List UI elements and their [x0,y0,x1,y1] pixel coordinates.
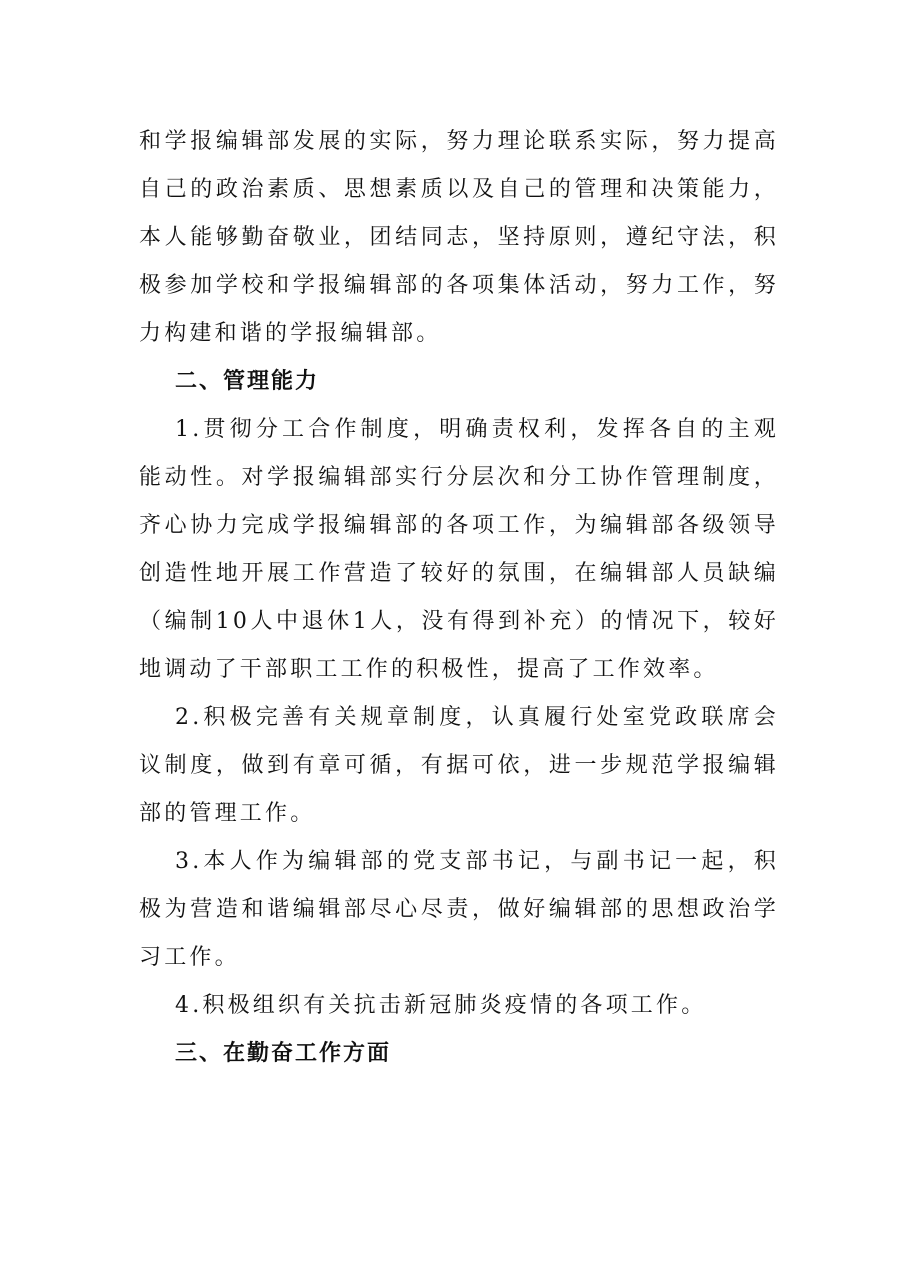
paragraph-item-4: 4.积极组织有关抗击新冠肺炎疫情的各项工作。 [175,993,707,1018]
paragraph-item-3: 3.本人作为编辑部的党支部书记，与副书记一起，积极为营造和谐编辑部尽心尽责，做好编辑部的思想政治学习工作。 [139,849,779,970]
section-heading-management: 二、管理能力 [175,369,320,394]
section-heading-diligence: 三、在勤奋工作方面 [175,1041,392,1066]
document-body [139,118,779,1078]
paragraph-intro: 和学报编辑部发展的实际，努力理论联系实际，努力提高自己的政治素质、思想素质以及自己的管理和决策能力，本人能够勤奋敬业，团结同志，坚持原则，遵纪守法，积极参加学校和学报编辑部的各项集体活动，努力工作，努力构建和谐的学报编辑部。 [139,129,779,346]
paragraph-item-1: 1.贯彻分工合作制度，明确责权利，发挥各自的主观能动性。对学报编辑部实行分层次和分工协作管理制度，齐心协力完成学报编辑部的各项工作，为编辑部各级领导创造性地开展工作营造了较好的氛围，在编辑部人员缺编（编制10人中退休1人，没有得到补充）的情况下，较好地调动了干部职工工作的积极性，提高了工作效率。 [139,417,779,682]
paragraph-item-2: 2.积极完善有关规章制度，认真履行处室党政联席会议制度，做到有章可循，有据可依，进一步规范学报编辑部的管理工作。 [139,705,779,826]
